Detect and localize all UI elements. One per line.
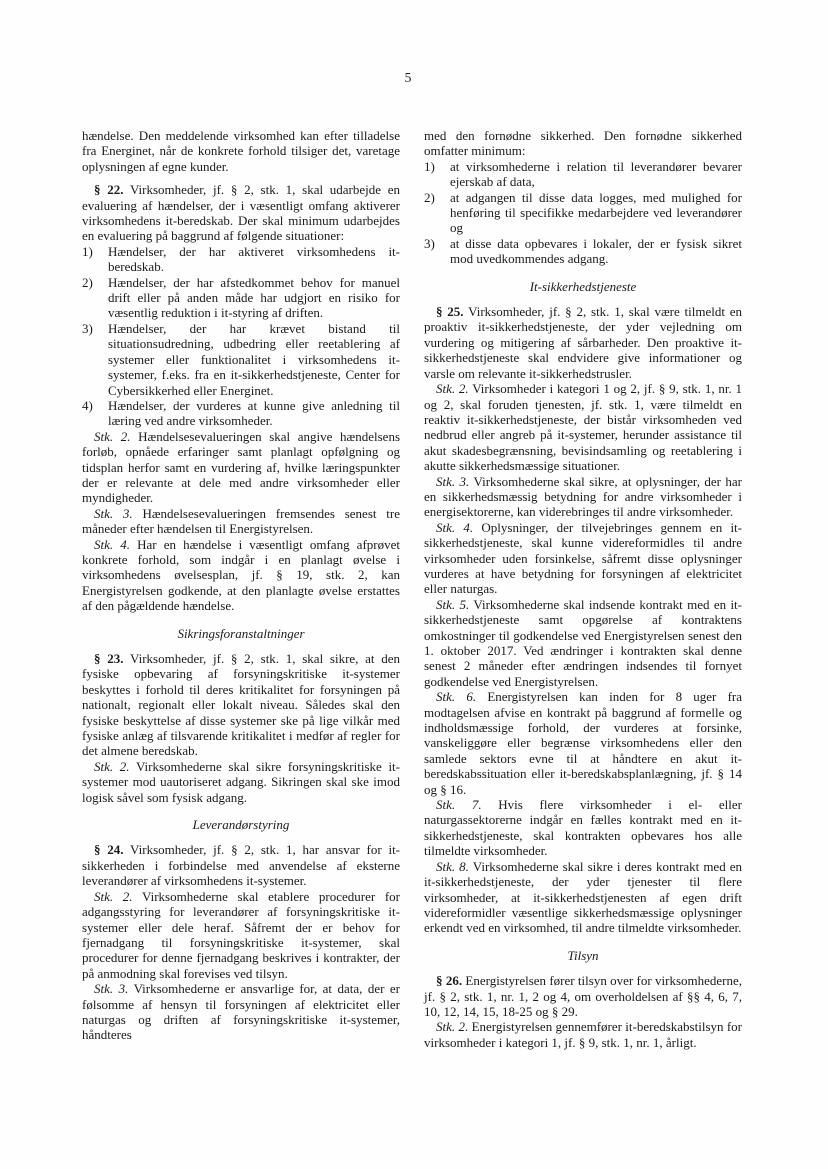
subsection-paragraph	[424, 381, 742, 473]
subsection-label: Stk. 8.	[436, 858, 469, 874]
subsection-paragraph	[82, 759, 400, 805]
section-paragraph-23	[82, 651, 400, 759]
subsection-paragraph	[424, 520, 742, 597]
subsection-paragraph	[424, 474, 742, 520]
subsection-paragraph	[82, 981, 400, 1043]
list-item-text: at disse data opbevares i lokaler, der er fysisk sikret mod uvedkommendes adgang.	[450, 235, 742, 267]
list-item-number: 2)	[424, 189, 435, 205]
list-item-text: at adgangen til disse data logges, med mulighed for henføring til specifikke medarbejdere ved leverandører og	[450, 189, 742, 236]
subsection-paragraph	[82, 889, 400, 981]
subsection-paragraph	[82, 429, 400, 506]
subsection-text: Virksomhederne skal indsende kontrakt med en it-sikkerhedstjeneste samt opgørelse af kontraktens omkostninger til godkendelse ved Energistyrelsen senest den 1. oktober 2017. Ved ændringer i kontrakten skal denne senest 2 måneder efter ændringen indsendes til fornyet godkendelse ved Energistyrelsen.	[424, 596, 742, 689]
section-number: § 24.	[94, 842, 124, 858]
page-body	[82, 128, 742, 1050]
subsection-paragraph	[424, 797, 742, 859]
subsection-text: Energistyrelsen kan inden for 8 uger fra modtagelsen afvise en kontrakt på baggrund af formelle og indholdsmæssige forhold, der vurderes at forsinke, vanskeliggøre eller begrænse virksomhedens eller den samlede sektors evne til at håndtere en akut it-beredskabssituation eller it-beredskabsplanlægning, jf. § 14 og § 16.	[424, 689, 743, 797]
list-item	[82, 275, 400, 321]
subsection-label: Stk. 3.	[94, 981, 129, 997]
subsection-label: Stk. 7.	[436, 797, 482, 813]
list-item-number: 3)	[82, 320, 93, 336]
subsection-text: Hændelsesevalueringen skal angive hændelsens forløb, opnåede erfaringer samt planlagt opfølgning og tidsplan herfor samt en vurdering af, hvilke læringspunkter der er relevante at dele med andre virksomheder eller myndigheder.	[82, 428, 401, 506]
section-text: Energistyrelsen fører tilsyn over for virksomhederne, jf. § 2, stk. 1, nr. 1, 2 og 4, om overholdelsen af §§ 4, 6, 7, 10, 12, 14, 15, 18-25 og § 29.	[424, 973, 743, 1019]
subheading-sikringsforanstaltninger: Sikringsforanstaltninger	[177, 625, 305, 641]
list-item	[424, 236, 742, 267]
subsection-text: Virksomhederne skal etablere procedurer for adgangsstyring for leverandører af forsyningskritiske it-systemer eller dele heraf. Såfremt der er behov for fjernadgang til forsyningskritiske it-systemer, skal procedurer for denne fjernadgang beskrives i kontrakter, der på anmodning skal forevises ved tilsyn.	[82, 888, 401, 981]
section-text: Virksomheder, jf. § 2, stk. 1, skal sikre, at den fysiske opbevaring af forsyningskritiske it-systemer beskyttes i forhold til deres kritikalitet for forsyningen på nationalt, regionalt eller lokalt niveau. Således skal den fysiske beskyttelse af disse systemer ske på lige vilkår med fysiske anlæg af tilsvarende kritikalitet i medfør af regler for det almene beredskab.	[82, 651, 401, 759]
list-item-text: Hændelser, der har aktiveret virksomhedens it-beredskab.	[108, 243, 400, 275]
list-item-text: Hændelser, der har afstedkommet behov for manuel drift eller på anden måde har udgjort en risiko for væsentlig reduktion i it-styring af driften.	[108, 274, 400, 321]
section-text: Virksomheder, jf. § 2, stk. 1, skal udarbejde en evaluering af hændelser, der i væsentligt omfang aktiverer virksomhedens it-beredskab. Der skal minimum udarbejdes en evaluering på baggrund af følgende situationer:	[82, 182, 401, 244]
paragraph-continuation: hændelse. Den meddelende virksomhed kan efter tilladelse fra Energinet, når de konkrete forhold tilsiger det, varetage oplysningen af egne kunder.	[82, 128, 400, 174]
subsection-label: Stk. 2.	[94, 888, 133, 904]
subsection-text: Energistyrelsen gennemfører it-beredskabstilsyn for virksomheder i kategori 1, jf. § 9, stk. 1, nr. 1, årligt.	[424, 1019, 742, 1050]
list-item	[424, 190, 742, 236]
subsection-text: Hændelsesevalueringen fremsendes senest tre måneder efter hændelsen til Energistyrelsen.	[82, 505, 400, 537]
section-paragraph-26	[424, 973, 742, 1019]
section-paragraph-25	[424, 304, 742, 381]
list-item-number: 1)	[424, 158, 435, 174]
text-column-left	[82, 128, 400, 1050]
section-number: § 26.	[436, 973, 463, 989]
subheading-tilsyn: Tilsyn	[567, 947, 599, 963]
subsection-label: Stk. 4.	[94, 536, 130, 552]
subsection-text: Hvis flere virksomheder i el- eller naturgassektorerne indgår en fælles kontrakt med en it-sikkerhedstjeneste, skal kontrakten opbevares hos alle tilmeldte virksomheder.	[424, 797, 743, 859]
section-number: § 23.	[94, 651, 124, 666]
subsection-paragraph	[424, 689, 742, 797]
list-item-number: 1)	[82, 243, 93, 259]
subsection-text: Har en hændelse i væsentligt omfang afprøvet konkrete forhold, som indgår i en planlagt øvelse i virksomhedens øvelsesplan, jf. § 19, stk. 2, kan Energistyrelsen godkende, at den planlagte øvelse erstattes af den pågældende hændelse.	[82, 536, 400, 614]
list-item	[82, 398, 400, 429]
section-text: Virksomheder, jf. § 2, stk. 1, har ansvar for it-sikkerheden i forbindelse med anvendelse af eksterne leverandører af virksomhedens it-systemer.	[82, 842, 401, 889]
subsection-label: Stk. 3.	[94, 505, 133, 521]
section-paragraph-22	[82, 182, 400, 244]
subsection-paragraph	[424, 597, 742, 689]
subsection-paragraph	[82, 537, 400, 614]
list-item-number: 3)	[424, 235, 435, 251]
subsection-text: Virksomhederne skal sikre, at oplysninger, der har en sikkerhedsmæssig betydning for andre virksomheder i energisektorerne, kan viderebringes til andre virksomheder.	[424, 473, 743, 520]
list-item-number: 2)	[82, 274, 93, 290]
list-item-number: 4)	[82, 397, 93, 413]
subsection-paragraph	[82, 506, 400, 537]
subsection-label: Stk. 2.	[436, 381, 469, 397]
subsection-label: Stk. 3.	[436, 473, 470, 489]
paragraph-continuation: med den fornødne sikkerhed. Den fornødne sikkerhed omfatter minimum:	[424, 128, 742, 159]
subsection-label: Stk. 4.	[436, 519, 474, 535]
subheading-leverandorstyring: Leverandørstyring	[192, 817, 290, 833]
text-column-right	[424, 128, 742, 1050]
subsection-text: Oplysninger, der tilvejebringes gennem en it-sikkerhedstjeneste, skal kunne videreformidles til andre virksomheder uden forsinkelse, såfremt disse oplysninger vurderes at have betydning for forsyningen af elektricitet eller naturgas.	[424, 519, 742, 597]
subsection-text: Virksomhederne skal sikre i deres kontrakt med en it-sikkerhedstjeneste, der yder tjenester til flere virksomheder, at it-sikkerhedstjenesten af egen drift videreformidler væsentlige sikkerhedsmæssige oplysninger erkendt ved en virksomhed, til andre tilmeldte virksomheder.	[424, 858, 742, 936]
subsection-text: Virksomhederne er ansvarlige for, at data, der er følsomme af hensyn til forsyningen af elektricitet eller naturgas og driften af forsyningskritiske it-systemer, håndteres	[82, 981, 401, 1043]
subsection-label: Stk. 2.	[94, 758, 130, 774]
list-item-text: Hændelser, der vurderes at kunne give anledning til læring ved andre virksomheder.	[108, 397, 400, 429]
section-paragraph-24	[82, 842, 400, 888]
list-item	[82, 321, 400, 398]
subsection-label: Stk. 5.	[436, 596, 470, 612]
section-number: § 22.	[94, 182, 124, 198]
section-number: § 25.	[436, 304, 464, 320]
subsection-text: Virksomhederne skal sikre forsyningskritiske it-systemer mod uautoriseret adgang. Sikringen skal ske imod logisk såvel som fysisk adgang.	[82, 758, 400, 805]
subsection-text: Virksomheder i kategori 1 og 2, jf. § 9, stk. 1, nr. 1 og 2, skal foruden tjenesten, jf. stk. 1, være tilmeldt en reaktiv it-sikkerhedstjeneste, der bistår virksomheden ved nedbrud eller angreb på it-systemer, herunder assistance til akut skadesbegrænsning, bevisindsamling og reetablering i akutte sikkerhedsmæssige situationer.	[424, 381, 742, 474]
list-item	[82, 244, 400, 275]
subsection-paragraph	[424, 1019, 742, 1050]
subsection-label: Stk. 2.	[94, 428, 131, 444]
subsection-paragraph	[424, 859, 742, 936]
subheading-it-sikkerhedstjeneste: It-sikkerhedstjeneste	[529, 278, 637, 294]
page-number: 5	[404, 70, 412, 85]
subsection-label: Stk. 6.	[436, 689, 477, 705]
list-item	[424, 159, 742, 190]
subsection-label: Stk. 2.	[436, 1019, 469, 1035]
section-text: Virksomheder, jf. § 2, stk. 1, skal være tilmeldt en proaktiv it-sikkerhedstjeneste, der yder vejledning om vurdering og mitigering af sårbarheder. Den proaktive it-sikkerhedstjeneste skal endvidere give informationer og varsle om relevante it-sikkerhedstrusler.	[424, 304, 743, 381]
list-item-text: at virksomhederne i relation til leverandører bevarer ejerskab af data,	[450, 158, 742, 190]
list-item-text: Hændelser, der har krævet bistand til situationsudredning, udbedring eller reetablering af systemer eller funktionalitet i virksomhedens it-systemer, f.eks. fra en it-sikkerhedstjeneste, Center for Cybersikkerhed eller Energinet.	[108, 320, 400, 398]
